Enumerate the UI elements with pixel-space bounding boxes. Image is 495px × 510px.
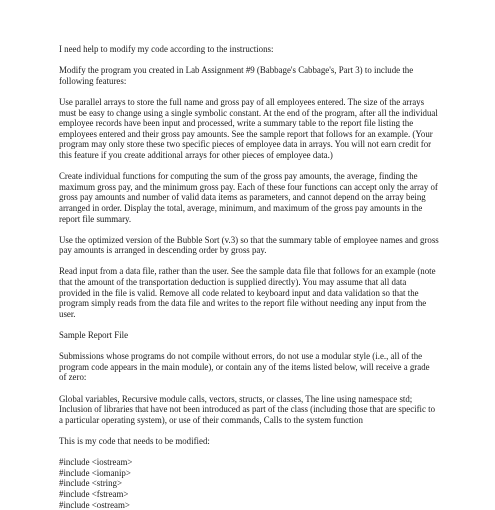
- code-block: [59, 457, 439, 510]
- functions-paragraph: Create individual functions for computing the sum of the gross pay amounts, the average, finding the maximum gross pay, and the minimum gross pay. Each of these four functions can accept only the array of gross pay amounts and number of valid data items as parameters, and cannot depend on the array being arranged in order. Display the total, average, minimum, and maximum of the gross pay amounts in the report file summary.: [59, 171, 438, 224]
- sample-report-heading: Sample Report File: [59, 330, 129, 341]
- code-line: #include <string>: [59, 478, 123, 489]
- grading-paragraph: Submissions whose programs do not compile without errors, do not use a modular style (i.e., all of the program code appears in the main module), or contain any of the items listed below, will receive a grade of zero:: [59, 351, 430, 383]
- code-line: #include <iostream>: [59, 457, 133, 468]
- code-line: #include <iomanip>: [59, 467, 131, 478]
- prohibited-items-paragraph: Global variables, Recursive module calls, vectors, structs, or classes, The line using namespace std; Inclusion of libraries that have not been introduced as part of the class (including those that are specific to a particular operating system), or use of their commands, Calls to the system function: [59, 393, 436, 425]
- code-line: #include <ostream>: [59, 499, 130, 510]
- bubble-sort-paragraph: Use the optimized version of the Bubble Sort (v.3) so that the summary table of employee names and gross pay amounts is arranged in descending order by gross pay.: [59, 234, 439, 256]
- code-intro-paragraph: This is my code that needs to be modified:: [59, 435, 210, 446]
- intro-paragraph: I need help to modify my code according to the instructions:: [59, 44, 274, 54]
- code-line: #include <fstream>: [59, 488, 129, 499]
- assignment-paragraph: Modify the program you created in Lab Assignment #9 (Babbage's Cabbage's, Part 3) to include the following features:: [59, 65, 414, 86]
- data-file-paragraph: Read input from a data file, rather than the user. See the sample data file that follows for an example (note that the amount of the transportation deduction is supplied directly). You may assume that all data provided in the file is valid. Remove all code related to keyboard input and data validation so that the program simply reads from the data file and writes to the report file without needing any input from the user.: [59, 266, 436, 319]
- parallel-arrays-paragraph: Use parallel arrays to store the full name and gross pay of all employees entered. The size of the arrays must be easy to change using a single symbolic constant. At the end of the program, after all the individual employee records have been input and processed, write a summary table to the report file listing the employees entered and their gross pay amounts. See the sample report that follows for an example. (Your program may only store these two specific pieces of employee data in arrays. You will not earn credit for this feature if you create additional arrays for other pieces of employee data.): [59, 96, 438, 160]
